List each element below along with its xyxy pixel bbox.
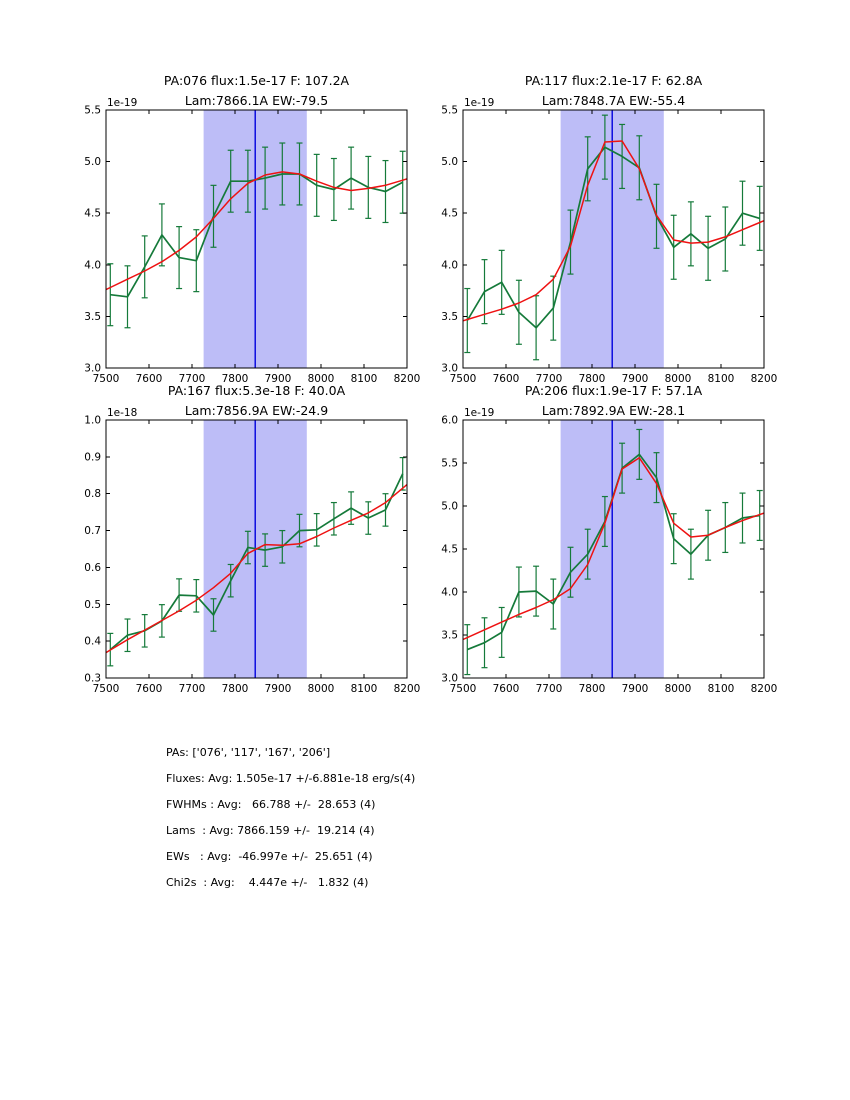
subplot-2 [407, 60, 802, 405]
plot-title-line1: PA:206 flux:1.9e-17 F: 57.1A [524, 383, 703, 398]
y-tick-label: 4.5 [84, 207, 101, 220]
plot-svg [407, 60, 802, 405]
axis-scale-label: 1e-18 [107, 407, 138, 419]
plot-svg [407, 370, 802, 715]
y-tick-label: 0.8 [84, 488, 101, 501]
plot-title-line1: PA:167 flux:5.3e-18 F: 40.0A [167, 383, 346, 398]
x-tick-label: 7600 [492, 373, 520, 385]
x-tick-label: 7800 [221, 683, 249, 695]
x-tick-label: 7900 [621, 373, 649, 385]
y-tick-label: 4.0 [84, 259, 101, 272]
x-tick-label: 7700 [178, 373, 206, 385]
x-tick-label: 8000 [307, 683, 335, 695]
x-tick-label: 8100 [350, 373, 378, 385]
x-tick-label: 7700 [178, 683, 206, 695]
plot-title-line1: PA:076 flux:1.5e-17 F: 107.2A [163, 73, 350, 88]
plot-title-line2: Lam:7848.7A EW:-55.4 [541, 93, 686, 108]
x-tick-label: 8100 [707, 373, 735, 385]
x-tick-label: 7800 [221, 373, 249, 385]
x-tick-label: 8200 [393, 373, 421, 385]
y-tick-label: 0.4 [84, 635, 101, 648]
x-tick-label: 7700 [535, 683, 563, 695]
x-tick-label: 8000 [664, 683, 692, 695]
x-tick-label: 8000 [307, 373, 335, 385]
y-tick-label: 5.5 [84, 104, 101, 117]
x-tick-label: 7800 [578, 683, 606, 695]
summary-line: FWHMs : Avg: 66.788 +/- 28.653 (4) [166, 798, 376, 811]
summary-line: Fluxes: Avg: 1.505e-17 +/-6.881e-18 erg/s(4) [166, 772, 416, 785]
y-tick-label: 4.5 [441, 543, 458, 556]
x-tick-label: 7500 [449, 683, 477, 695]
summary-line: EWs : Avg: -46.997e +/- 25.651 (4) [166, 850, 373, 863]
summary-line: PAs: ['076', '117', '167', '206'] [166, 746, 331, 759]
y-tick-label: 0.6 [84, 561, 101, 574]
axis-scale-label: 1e-19 [107, 97, 138, 109]
x-tick-label: 7800 [578, 373, 606, 385]
x-tick-label: 8200 [393, 683, 421, 695]
plot-svg [50, 370, 445, 715]
x-tick-label: 7900 [621, 683, 649, 695]
y-tick-label: 0.3 [84, 672, 101, 685]
x-tick-label: 8200 [750, 373, 778, 385]
y-tick-label: 4.0 [441, 259, 458, 272]
y-tick-label: 5.0 [84, 156, 101, 169]
x-tick-label: 8200 [750, 683, 778, 695]
y-tick-label: 3.0 [441, 672, 458, 685]
y-tick-label: 3.5 [84, 310, 101, 323]
x-tick-label: 7500 [449, 373, 477, 385]
y-tick-label: 5.0 [441, 156, 458, 169]
y-tick-label: 5.0 [441, 500, 458, 513]
y-tick-label: 0.9 [84, 451, 101, 464]
y-tick-label: 6.0 [441, 414, 458, 427]
x-tick-label: 8000 [664, 373, 692, 385]
axis-scale-label: 1e-19 [464, 97, 495, 109]
summary-block [166, 740, 415, 896]
plot-title-line2: Lam:7892.9A EW:-28.1 [541, 403, 686, 418]
plot-title-line2: Lam:7866.1A EW:-79.5 [184, 93, 329, 108]
summary-line: Chi2s : Avg: 4.447e +/- 1.832 (4) [166, 876, 369, 889]
x-tick-label: 8100 [707, 683, 735, 695]
y-tick-label: 0.5 [84, 598, 101, 611]
x-tick-label: 7600 [135, 683, 163, 695]
y-tick-label: 4.5 [441, 207, 458, 220]
y-tick-label: 4.0 [441, 586, 458, 599]
y-tick-label: 0.7 [84, 525, 101, 538]
y-tick-label: 3.0 [441, 362, 458, 375]
x-tick-label: 8100 [350, 683, 378, 695]
subplot-1 [50, 60, 445, 405]
plot-title-line2: Lam:7856.9A EW:-24.9 [184, 403, 329, 418]
axis-scale-label: 1e-19 [464, 407, 495, 419]
x-tick-label: 7500 [92, 373, 120, 385]
y-tick-label: 3.5 [441, 310, 458, 323]
subplot-3 [50, 370, 445, 715]
x-tick-label: 7900 [264, 373, 292, 385]
y-tick-label: 5.5 [441, 104, 458, 117]
x-tick-label: 7500 [92, 683, 120, 695]
plot-title-line1: PA:117 flux:2.1e-17 F: 62.8A [524, 73, 703, 88]
subplot-4 [407, 370, 802, 715]
y-tick-label: 3.0 [84, 362, 101, 375]
x-tick-label: 7600 [135, 373, 163, 385]
y-tick-label: 3.5 [441, 629, 458, 642]
summary-line: Lams : Avg: 7866.159 +/- 19.214 (4) [166, 824, 375, 837]
y-tick-label: 5.5 [441, 457, 458, 470]
x-tick-label: 7900 [264, 683, 292, 695]
x-tick-label: 7600 [492, 683, 520, 695]
x-tick-label: 7700 [535, 373, 563, 385]
plot-svg [50, 60, 445, 405]
y-tick-label: 1.0 [84, 414, 101, 427]
